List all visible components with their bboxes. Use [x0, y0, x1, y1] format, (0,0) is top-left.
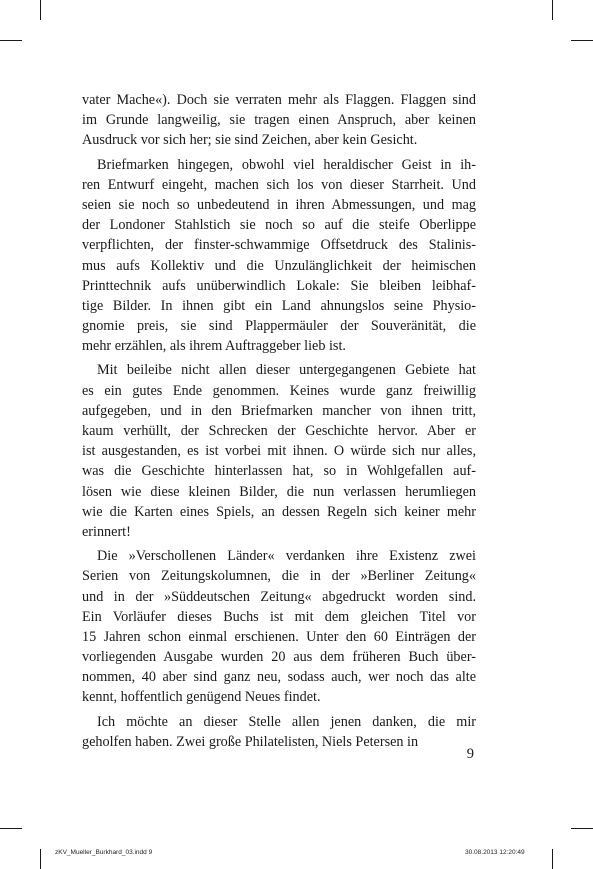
text-line: verpflichten, der finster-schwammige Offsetdruck des Stalinis-	[82, 237, 476, 254]
text-line: gnomie preis, sie sind Plappermäuler der Souveränität, die	[82, 318, 476, 335]
crop-mark-top-left-horizontal	[0, 40, 22, 41]
paragraph	[82, 712, 476, 752]
text-line: Die »Verschollenen Länder« verdanken ihre Existenz zwei	[97, 548, 476, 565]
text-line: wie die Karten eines Spiels, an dessen Regeln sich keiner mehr	[82, 503, 476, 520]
text-line: der Londoner Stahlstich sie noch so auf die steife Oberlippe	[82, 217, 476, 234]
text-line: geholfen haben. Zwei große Philatelisten, Niels Petersen in	[82, 733, 419, 750]
text-line: kaum verhüllt, der Schrecken der Geschichte hervor. Aber er	[82, 423, 476, 439]
crop-mark-bottom-left-horizontal	[0, 828, 22, 829]
text-line: lösen wie diese kleinen Bilder, die nun verlassen herumliegen	[82, 483, 476, 500]
page-number: 9	[466, 746, 474, 762]
text-line: mehr erzählen, als ihrem Auftraggeber lieb ist.	[82, 338, 346, 355]
text-line: im Grunde langweilig, sie tragen einen Anspruch, aber keinen	[82, 112, 476, 129]
text-line: es ein gutes Ende genommen. Keines wurde ganz freiwillig	[82, 382, 476, 399]
text-line: Ein Vorläufer dieses Buchs ist mit dem gleichen Titel vor	[82, 608, 476, 625]
text-line: was die Geschichte hinterlassen hat, so in Wohlgefallen auf-	[82, 463, 476, 480]
text-line: vater Mache«). Doch sie verraten mehr als Flaggen. Flaggen sind	[82, 92, 476, 108]
slug-date: 30.08.2013 12:20:49	[465, 849, 525, 856]
text-line: 15 Jahren schon einmal erschienen. Unter den 60 Einträgen der	[82, 628, 476, 645]
text-line: ist ausgestanden, es ist vorbei mit ihnen. O würde sich nur alles,	[82, 443, 476, 460]
text-line: Briefmarken hingegen, obwohl viel heraldischer Geist in ih-	[97, 156, 476, 173]
paragraph	[82, 546, 476, 708]
text-line: ren Entwurf eingeht, machen sich los von dieser Starrheit. Und	[82, 176, 476, 193]
text-line: aufgegeben, und in den Briefmarken mancher von ihnen tritt,	[82, 402, 476, 419]
text-line: Ich möchte an dieser Stelle allen jenen danken, die mir	[97, 713, 476, 730]
text-line: Serien von Zeitungskolumnen, die in der »Berliner Zeitung«	[82, 568, 476, 585]
text-line: seien sie noch so unbedeutend in ihren Abmessungen, und mag	[82, 196, 476, 213]
crop-mark-bottom-right-horizontal	[571, 828, 593, 829]
crop-mark-top-left-vertical	[40, 0, 41, 20]
crop-mark-bottom-left-vertical	[40, 849, 41, 869]
text-line: Mit beileibe nicht allen dieser untergegangenen Gebiete hat	[97, 362, 476, 379]
paragraph	[82, 155, 476, 357]
text-line: vorliegenden Ausgabe wurden 20 aus dem früheren Buch über-	[82, 649, 476, 666]
text-line: erinnert!	[82, 523, 131, 540]
text-line: tige Bilder. In ihnen gibt ein Land ahnungslos seine Physio-	[82, 297, 476, 314]
paragraph	[82, 90, 476, 151]
text-line: Ausdruck vor sich her; sie sind Zeichen, aber kein Gesicht.	[82, 132, 418, 149]
text-line: mus aufs Kollektiv und die Unzulänglichkeit der heimischen	[82, 257, 476, 274]
text-line: kennt, hoffentlich genügend Neues findet.	[82, 689, 321, 706]
crop-mark-bottom-right-vertical	[552, 849, 553, 869]
text-line: und in der »Süddeutschen Zeitung« abgedruckt worden sind.	[82, 588, 476, 605]
paragraph	[82, 360, 476, 542]
body-text	[82, 90, 476, 756]
text-line: nommen, 40 aber sind ganz neu, sodass auch, wer noch das alte	[82, 669, 476, 686]
text-line: Printtechnik aufs unüberwindlich Lokale: Sie bleiben leibhaf-	[82, 277, 476, 294]
crop-mark-top-right-vertical	[552, 0, 553, 20]
slug-filename: zKV_Mueller_Burkhard_03.indd 9	[55, 849, 153, 856]
crop-mark-top-right-horizontal	[571, 40, 593, 41]
